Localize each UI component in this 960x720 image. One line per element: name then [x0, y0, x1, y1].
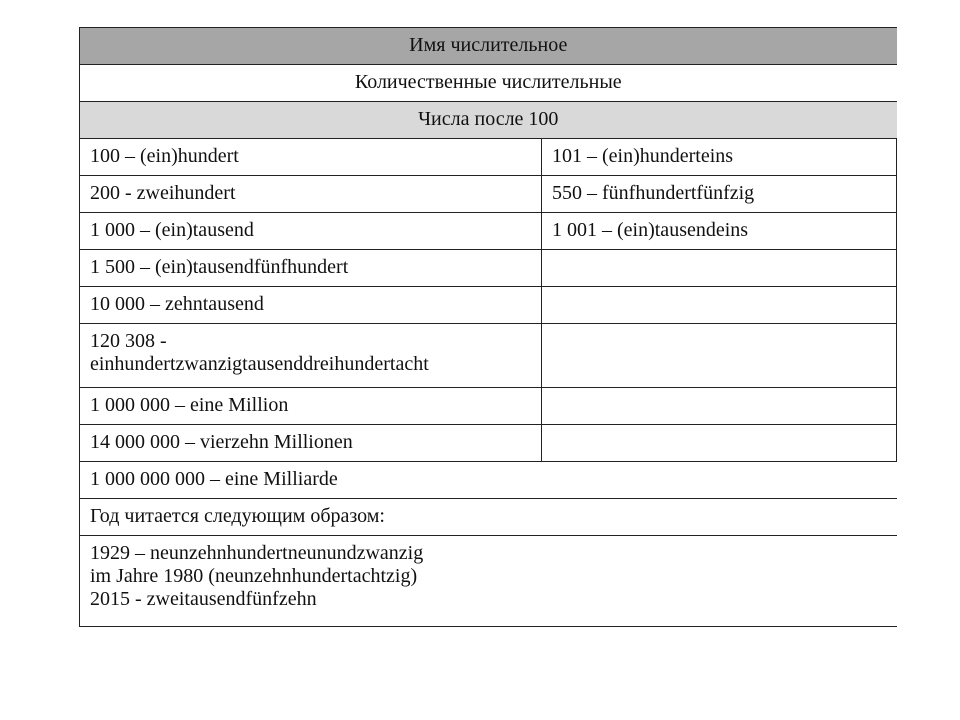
numeral-cell: 101 – (ein)hunderteins: [542, 139, 897, 176]
numeral-line: 120 308 -: [90, 330, 167, 352]
table-row: [80, 176, 897, 213]
table-row: [80, 425, 897, 462]
milliarde-cell: 1 000 000 000 – eine Milliarde: [80, 462, 897, 499]
title-row: [80, 28, 897, 65]
section-heading: Числа после 100: [80, 102, 897, 139]
year-example: 1929 – neunzehnhundertneunundzwanzig: [90, 542, 424, 564]
numeral-cell: 14 000 000 – vierzehn Millionen: [80, 425, 542, 462]
numeral-cell: [80, 324, 542, 388]
table-row: [80, 213, 897, 250]
numeral-cell: 1 000 – (ein)tausend: [80, 213, 542, 250]
table-row: [80, 287, 897, 324]
table-subtitle: Количественные числительные: [80, 65, 897, 102]
numeral-cell: 200 - zweihundert: [80, 176, 542, 213]
numerals-table: [79, 27, 897, 627]
year-examples-row: [80, 536, 897, 627]
subtitle-row: [80, 65, 897, 102]
empty-cell: [542, 324, 897, 388]
numeral-cell: 10 000 – zehntausend: [80, 287, 542, 324]
numeral-cell: 100 – (ein)hundert: [80, 139, 542, 176]
empty-cell: [542, 425, 897, 462]
year-example: im Jahre 1980 (neunzehnhundertachtzig): [90, 565, 418, 587]
empty-cell: [542, 250, 897, 287]
table-title: Имя числительное: [80, 28, 897, 65]
empty-cell: [542, 388, 897, 425]
table-row: [80, 139, 897, 176]
year-examples-cell: [80, 536, 897, 627]
numeral-line: einhundertzwanzigtausenddreihundertacht: [90, 353, 429, 375]
numeral-cell: 1 500 – (ein)tausendfünfhundert: [80, 250, 542, 287]
numeral-cell: 1 000 000 – eine Million: [80, 388, 542, 425]
section-row: [80, 102, 897, 139]
year-example: 2015 - zweitausendfünfzehn: [90, 588, 317, 610]
table-row: [80, 324, 897, 388]
table-row: [80, 388, 897, 425]
empty-cell: [542, 287, 897, 324]
numeral-cell: 1 001 – (ein)tausendeins: [542, 213, 897, 250]
table-row: [80, 250, 897, 287]
milliarde-row: [80, 462, 897, 499]
numeral-cell: 550 – fünfhundertfünfzig: [542, 176, 897, 213]
year-heading: Год читается следующим образом:: [80, 499, 897, 536]
year-heading-row: [80, 499, 897, 536]
